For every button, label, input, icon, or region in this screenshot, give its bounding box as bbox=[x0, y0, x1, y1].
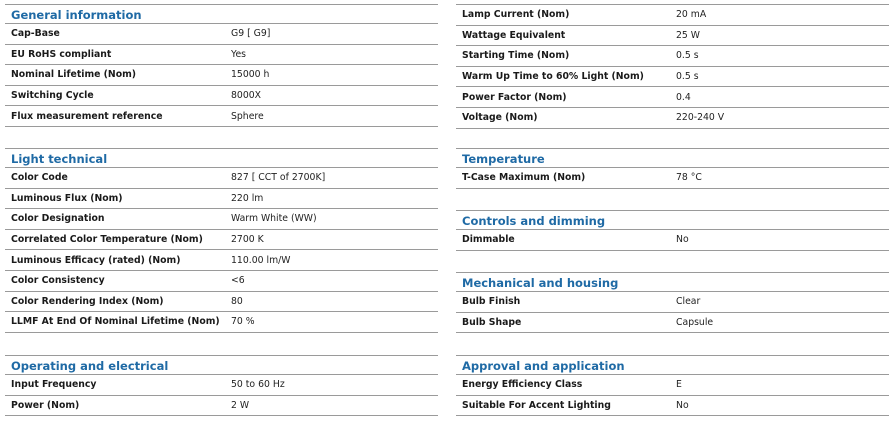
spec-value: Sphere bbox=[231, 110, 264, 122]
spec-value: 70 % bbox=[231, 316, 255, 328]
spec-row bbox=[5, 292, 438, 313]
spec-key: Correlated Color Temperature (Nom) bbox=[11, 234, 203, 246]
spec-row bbox=[5, 189, 438, 210]
spec-key: Dimmable bbox=[462, 234, 515, 246]
spec-value: No bbox=[676, 399, 689, 411]
spec-row bbox=[5, 375, 438, 396]
spec-row bbox=[456, 396, 889, 417]
spec-row bbox=[5, 250, 438, 271]
spec-row bbox=[456, 5, 889, 26]
spec-key: Lamp Current (Nom) bbox=[462, 9, 570, 21]
spec-value: 827 [ CCT of 2700K] bbox=[231, 172, 326, 184]
spec-value: G9 [ G9] bbox=[231, 28, 271, 40]
spec-value: 15000 h bbox=[231, 69, 270, 81]
spec-value: No bbox=[676, 234, 689, 246]
spec-row bbox=[456, 168, 889, 189]
section-title: Approval and application bbox=[456, 355, 889, 375]
spec-value: 50 to 60 Hz bbox=[231, 379, 285, 391]
spec-value: 25 W bbox=[676, 29, 700, 41]
spec-row bbox=[456, 375, 889, 396]
spec-key: LLMF At End Of Nominal Lifetime (Nom) bbox=[11, 316, 220, 328]
spec-value: 220 lm bbox=[231, 192, 264, 204]
spec-key: Color Designation bbox=[11, 213, 105, 225]
spec-value: 0.5 s bbox=[676, 50, 699, 62]
section-title: Light technical bbox=[5, 148, 438, 168]
section-title: Temperature bbox=[456, 148, 889, 168]
spec-key: Starting Time (Nom) bbox=[462, 50, 570, 62]
spec-key: Bulb Shape bbox=[462, 316, 522, 328]
spec-row bbox=[456, 313, 889, 334]
spec-key: Power Factor (Nom) bbox=[462, 91, 567, 103]
spec-value: 78 °C bbox=[676, 172, 702, 184]
temperature-section bbox=[456, 148, 889, 189]
spec-value: <6 bbox=[231, 275, 245, 287]
controls-and-dimming-section bbox=[456, 210, 889, 251]
spec-key: Input Frequency bbox=[11, 379, 97, 391]
spec-row bbox=[5, 230, 438, 251]
spec-value: 0.5 s bbox=[676, 71, 699, 83]
spec-key: Wattage Equivalent bbox=[462, 29, 566, 41]
spec-row bbox=[456, 292, 889, 313]
spec-key: Warm Up Time to 60% Light (Nom) bbox=[462, 71, 644, 83]
section-title: General information bbox=[5, 4, 438, 24]
spec-row bbox=[456, 67, 889, 88]
spec-value: 8000X bbox=[231, 90, 262, 102]
spec-row bbox=[5, 24, 438, 45]
light-technical-section bbox=[5, 148, 438, 333]
section-title: Controls and dimming bbox=[456, 210, 889, 230]
spec-row bbox=[5, 86, 438, 107]
spec-row bbox=[456, 46, 889, 67]
spec-row bbox=[5, 65, 438, 86]
spec-value: 110.00 lm/W bbox=[231, 254, 291, 266]
spec-row bbox=[5, 312, 438, 333]
spec-key: Voltage (Nom) bbox=[462, 112, 538, 124]
spec-value: 220-240 V bbox=[676, 112, 725, 124]
spec-key: Luminous Flux (Nom) bbox=[11, 192, 123, 204]
spec-row bbox=[5, 396, 438, 417]
spec-value: Clear bbox=[676, 296, 701, 308]
spec-key: Luminous Efficacy (rated) (Nom) bbox=[11, 254, 181, 266]
spec-value: 80 bbox=[231, 295, 243, 307]
mechanical-and-housing-section bbox=[456, 272, 889, 333]
approval-and-application-section bbox=[456, 355, 889, 416]
spec-key: Cap-Base bbox=[11, 28, 60, 40]
spec-value: 20 mA bbox=[676, 9, 707, 21]
spec-row bbox=[456, 108, 889, 129]
section-title: Operating and electrical bbox=[5, 355, 438, 375]
spec-row bbox=[5, 45, 438, 66]
spec-key: Color Consistency bbox=[11, 275, 105, 287]
spec-key: Suitable For Accent Lighting bbox=[462, 399, 611, 411]
spec-row bbox=[5, 168, 438, 189]
operating-and-electrical-section bbox=[5, 355, 438, 416]
spec-key: Color Rendering Index (Nom) bbox=[11, 295, 164, 307]
spec-row bbox=[456, 230, 889, 251]
section-title: Mechanical and housing bbox=[456, 272, 889, 292]
spec-key: Power (Nom) bbox=[11, 399, 80, 411]
spec-row bbox=[5, 209, 438, 230]
spec-value: 2700 K bbox=[231, 234, 264, 246]
spec-value: E bbox=[676, 379, 682, 391]
spec-value: 2 W bbox=[231, 399, 250, 411]
spec-key: T-Case Maximum (Nom) bbox=[462, 172, 586, 184]
spec-key: Nominal Lifetime (Nom) bbox=[11, 69, 137, 81]
spec-row bbox=[5, 271, 438, 292]
spec-row bbox=[5, 106, 438, 127]
general-information-section bbox=[5, 4, 438, 127]
spec-key: Energy Efficiency Class bbox=[462, 379, 583, 391]
continued-section bbox=[456, 4, 889, 129]
spec-value: Warm White (WW) bbox=[231, 213, 317, 225]
spec-key: EU RoHS compliant bbox=[11, 48, 112, 60]
spec-key: Flux measurement reference bbox=[11, 110, 163, 122]
spec-key: Bulb Finish bbox=[462, 296, 521, 308]
spec-key: Color Code bbox=[11, 172, 68, 184]
spec-value: Yes bbox=[231, 48, 247, 60]
spec-key: Switching Cycle bbox=[11, 90, 94, 102]
spec-row bbox=[456, 26, 889, 47]
spec-value: Capsule bbox=[676, 316, 714, 328]
spec-value: 0.4 bbox=[676, 91, 691, 103]
spec-row bbox=[456, 87, 889, 108]
